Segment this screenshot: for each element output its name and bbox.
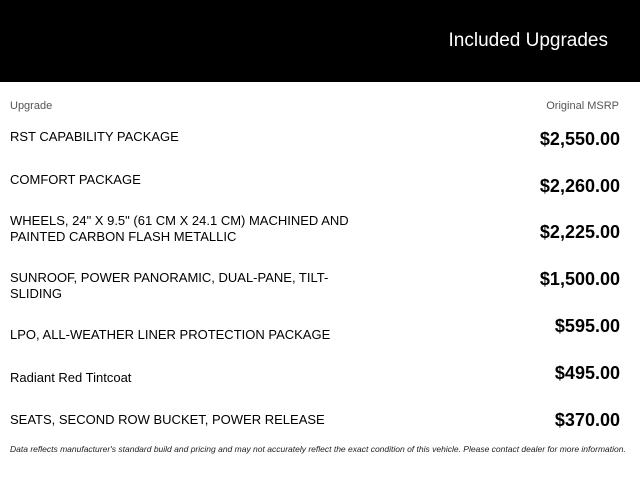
column-header-upgrade: Upgrade [10, 100, 53, 112]
upgrade-price: $2,550.00 [539, 129, 620, 149]
upgrade-name: SEATS, SECOND ROW BUCKET, POWER RELEASE [10, 412, 325, 427]
column-header-msrp: Original MSRP [546, 100, 619, 112]
upgrade-price: $595.00 [554, 316, 620, 336]
disclaimer-footnote: Data reflects manufacturer's standard build and pricing and may not accurately reflect the exact condition of this vehicle. Please contact dealer for more information. [10, 444, 626, 454]
upgrade-name: SUNROOF, POWER PANORAMIC, DUAL-PANE, TILT-SLIDING [10, 270, 329, 301]
header-bar [0, 0, 640, 82]
page-title: Included Upgrades [448, 30, 608, 51]
upgrade-name: LPO, ALL-WEATHER LINER PROTECTION PACKAGE [10, 327, 331, 342]
upgrade-price: $495.00 [554, 363, 620, 383]
upgrade-price: $370.00 [554, 410, 620, 430]
upgrade-price: $2,260.00 [539, 176, 620, 196]
upgrade-name: COMFORT PACKAGE [10, 172, 141, 187]
upgrade-name: RST CAPABILITY PACKAGE [10, 129, 179, 144]
upgrade-price: $2,225.00 [539, 222, 620, 242]
upgrade-price: $1,500.00 [539, 269, 620, 289]
upgrade-name: Radiant Red Tintcoat [10, 370, 132, 385]
upgrade-name: WHEELS, 24" X 9.5" (61 CM X 24.1 CM) MACHINED AND PAINTED CARBON FLASH METALLIC [10, 213, 349, 244]
